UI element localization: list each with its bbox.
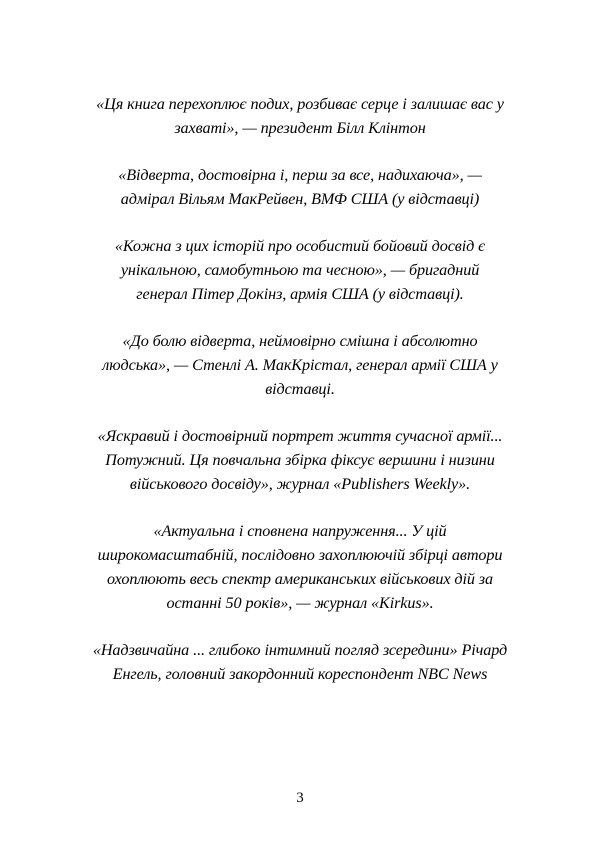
quote-line: захваті», — президент Білл Клінтон [174,119,426,137]
quote-engel [60,638,540,686]
quote-publishers-weekly [60,424,540,496]
page-number: 3 [296,790,304,806]
quote-line: адмірал Вільям МакРейвен, ВМФ США (у відставці) [120,190,480,208]
quote-line: охоплюють весь спектр американських військових дій за [106,570,494,588]
quote-line: «Кожна з цих історій про особистий бойовий досвід є [114,237,486,255]
quote-line: генерал Пітер Докінз, армія США (у відставці). [136,285,464,303]
quote-kirkus [60,519,540,615]
quote-mcraven [60,163,540,211]
quote-clinton [60,92,540,140]
quote-line: «Надзвичайна ... глибоко інтимний погляд зсередини» Річард [92,641,508,659]
quote-line: останні 50 років», — журнал «Kirkus». [166,594,434,612]
quote-line: унікальною, самобутньою та чесною», — бригадний [120,261,480,279]
quote-dawkins [60,234,540,306]
quote-line: людська», — Стенлі А. МакКрістал, генерал армії США у [102,356,498,374]
quote-line: Енгель, головний закордонний кореспондент NBC News [112,665,488,683]
quote-line: «До болю відверта, неймовірно смішна і абсолютно [122,332,478,350]
quote-line: військового досвіду», журнал «Publishers Weekly». [129,475,471,493]
endorsement-quotes [60,92,540,709]
quote-line: «Ця книга перехоплює подих, розбиває серце і залишає вас у [96,95,504,113]
quote-line: широкомасштабній, послідовно захоплюючій збірці автори [97,546,503,564]
quote-line: відставці. [265,380,335,398]
quote-line: «Актуальна і сповнена напруження... У цій [153,522,447,540]
quote-line: Потужний. Ця повчальна збірка фіксує вершини і низини [105,451,495,469]
quote-line: «Яскравий і достовірний портрет життя сучасної армії... [97,427,503,445]
quote-line: «Відверта, достовірна і, перш за все, надихаюча», — [118,166,482,184]
quote-mcchrystal [60,329,540,401]
